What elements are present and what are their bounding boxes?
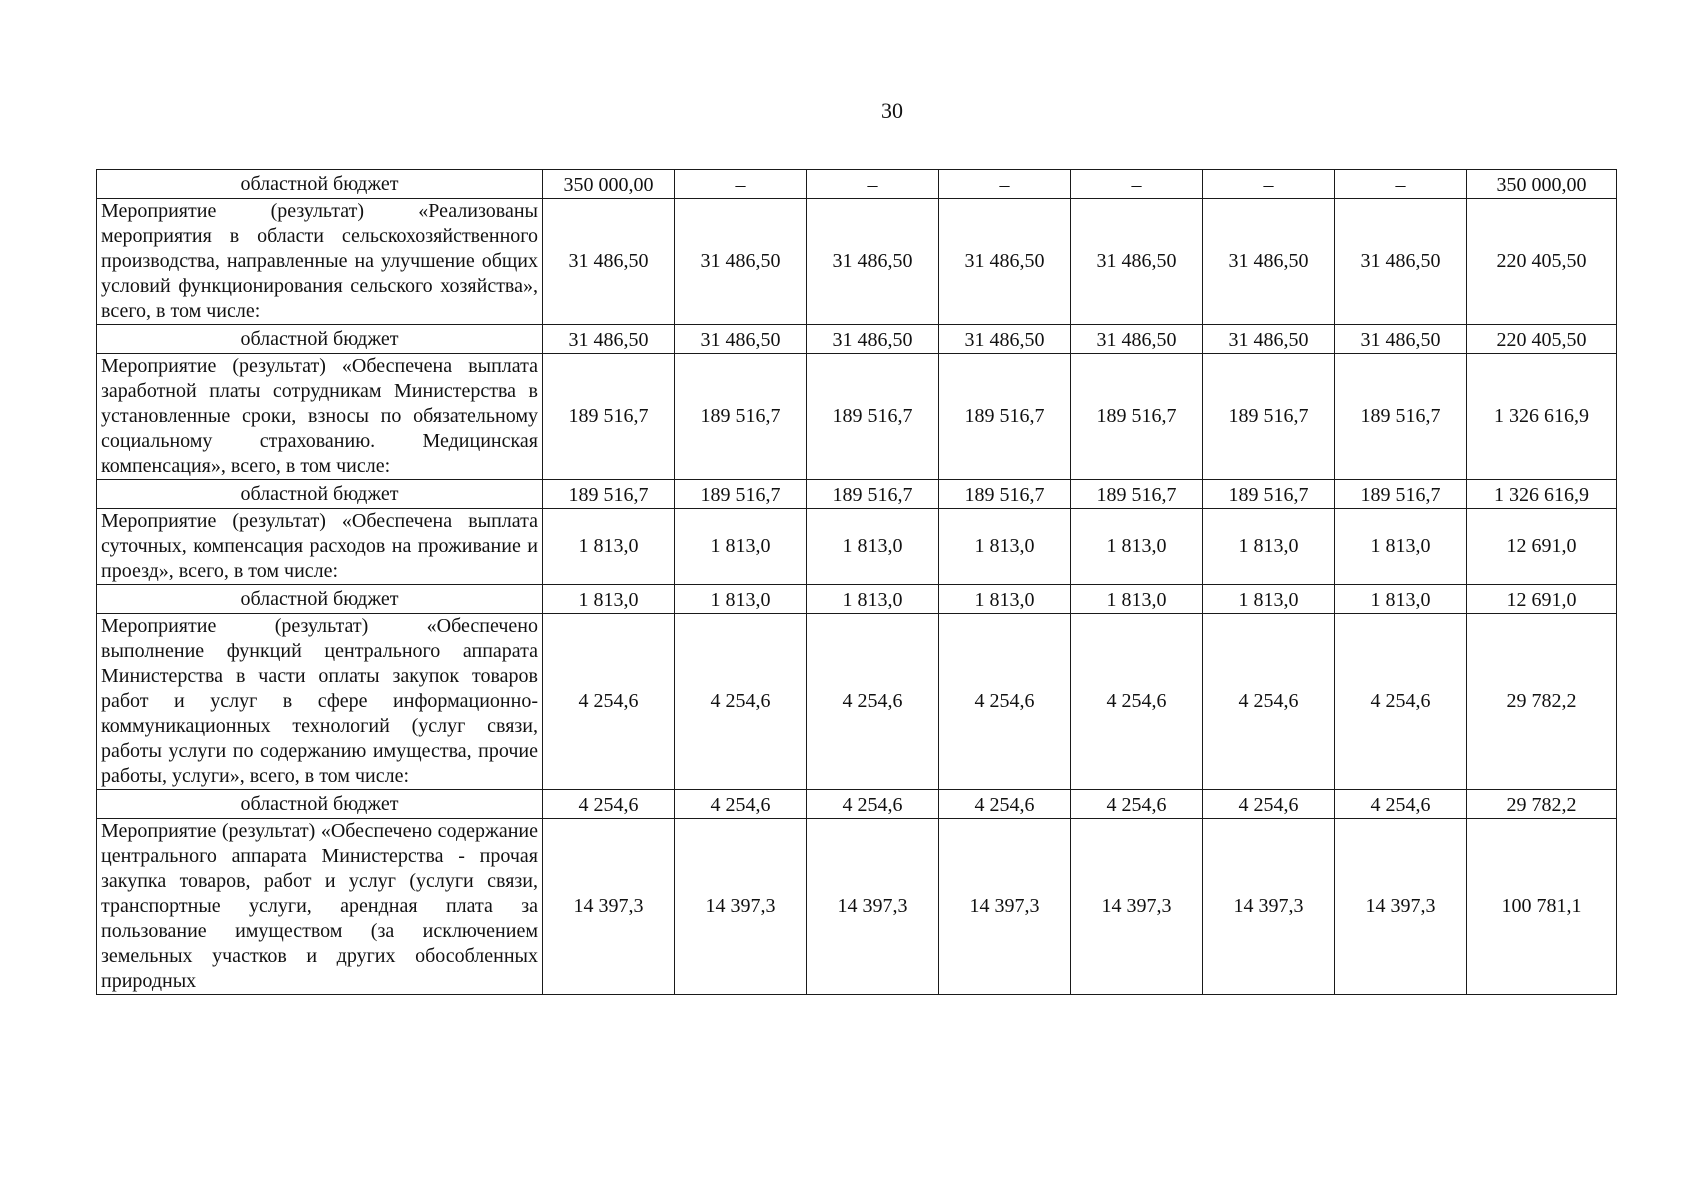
value-cell: 189 516,7 [1335,354,1467,480]
value-cell: 1 813,0 [1071,585,1203,614]
value-cell: 31 486,50 [1335,325,1467,354]
value-cell: 189 516,7 [1203,354,1335,480]
value-cell: 4 254,6 [1203,790,1335,819]
value-cell: 189 516,7 [1071,480,1203,509]
row-label: областной бюджет [97,585,543,614]
total-cell: 1 326 616,9 [1467,354,1617,480]
total-cell: 12 691,0 [1467,509,1617,585]
value-cell: 189 516,7 [543,354,675,480]
value-cell: – [1203,170,1335,199]
value-cell: 4 254,6 [939,614,1071,790]
table-row [97,480,1617,509]
page-number: 30 [881,98,903,123]
value-cell: 1 813,0 [1203,585,1335,614]
row-label: областной бюджет [97,480,543,509]
value-cell: 31 486,50 [1335,199,1467,325]
row-label: Мероприятие (результат) «Обеспечено содержание центрального аппарата Министерства - прочая закупка товаров, работ и услуг (услуги связи, транспортные услуги, арендная плата за пользование имуществом (за исключением земельных участков и других обособленных природных [97,819,543,995]
value-cell: 14 397,3 [543,819,675,995]
value-cell: 31 486,50 [807,199,939,325]
table-row [97,354,1617,480]
value-cell: 4 254,6 [675,614,807,790]
value-cell: 4 254,6 [543,614,675,790]
budget-table-body [97,170,1617,995]
value-cell: 1 813,0 [543,509,675,585]
value-cell: – [1335,170,1467,199]
value-cell: 14 397,3 [1335,819,1467,995]
value-cell: 4 254,6 [807,790,939,819]
total-cell: 29 782,2 [1467,790,1617,819]
value-cell: 4 254,6 [1203,614,1335,790]
total-cell: 220 405,50 [1467,325,1617,354]
value-cell: 31 486,50 [543,325,675,354]
table-row [97,819,1617,995]
value-cell: – [1071,170,1203,199]
value-cell: 14 397,3 [939,819,1071,995]
value-cell: 31 486,50 [1203,199,1335,325]
value-cell: 4 254,6 [543,790,675,819]
value-cell: 1 813,0 [939,509,1071,585]
value-cell: 1 813,0 [675,585,807,614]
value-cell: 31 486,50 [1203,325,1335,354]
row-label: областной бюджет [97,170,543,199]
value-cell: 189 516,7 [543,480,675,509]
value-cell: – [939,170,1071,199]
row-label: Мероприятие (результат) «Реализованы мероприятия в области сельскохозяйственного производства, направленные на улучшение общих условий функционирования сельского хозяйства», всего, в том числе: [97,199,543,325]
value-cell: 1 813,0 [675,509,807,585]
value-cell: 14 397,3 [1203,819,1335,995]
value-cell: 189 516,7 [1203,480,1335,509]
row-label: Мероприятие (результат) «Обеспечена выплата заработной платы сотрудникам Министерства в установленные сроки, взносы по обязательному социальному страхованию. Медицинская компенсация», всего, в том числе: [97,354,543,480]
row-label: областной бюджет [97,325,543,354]
value-cell: 14 397,3 [675,819,807,995]
value-cell: 4 254,6 [807,614,939,790]
value-cell: 189 516,7 [807,480,939,509]
value-cell: – [807,170,939,199]
value-cell: 1 813,0 [1335,585,1467,614]
value-cell: 4 254,6 [1335,790,1467,819]
table-row [97,790,1617,819]
value-cell: 1 813,0 [939,585,1071,614]
value-cell: 31 486,50 [1071,199,1203,325]
row-label: Мероприятие (результат) «Обеспечено выполнение функций центрального аппарата Министерства в части оплаты закупок товаров работ и услуг в сфере информационно-коммуникационных технологий (услуг связи, работы услуги по содержанию имущества, прочие работы, услуги», всего, в том числе: [97,614,543,790]
value-cell: 4 254,6 [1071,790,1203,819]
value-cell: 189 516,7 [939,480,1071,509]
value-cell: 189 516,7 [675,480,807,509]
total-cell: 100 781,1 [1467,819,1617,995]
value-cell: 31 486,50 [543,199,675,325]
value-cell: 1 813,0 [1203,509,1335,585]
total-cell: 12 691,0 [1467,585,1617,614]
value-cell: 350 000,00 [543,170,675,199]
value-cell: 4 254,6 [1071,614,1203,790]
value-cell: 14 397,3 [807,819,939,995]
value-cell: – [675,170,807,199]
value-cell: 1 813,0 [543,585,675,614]
row-label: Мероприятие (результат) «Обеспечена выплата суточных, компенсация расходов на проживание и проезд», всего, в том числе: [97,509,543,585]
table-row [97,614,1617,790]
table-row [97,585,1617,614]
value-cell: 4 254,6 [939,790,1071,819]
table-row [97,325,1617,354]
value-cell: 1 813,0 [807,509,939,585]
value-cell: 31 486,50 [939,325,1071,354]
row-label: областной бюджет [97,790,543,819]
value-cell: 189 516,7 [807,354,939,480]
value-cell: 14 397,3 [1071,819,1203,995]
total-cell: 1 326 616,9 [1467,480,1617,509]
table-row [97,199,1617,325]
value-cell: 31 486,50 [939,199,1071,325]
value-cell: 189 516,7 [675,354,807,480]
value-cell: 31 486,50 [675,199,807,325]
table-row [97,509,1617,585]
value-cell: 1 813,0 [807,585,939,614]
total-cell: 29 782,2 [1467,614,1617,790]
value-cell: 4 254,6 [1335,614,1467,790]
table-row [97,170,1617,199]
total-cell: 350 000,00 [1467,170,1617,199]
value-cell: 189 516,7 [939,354,1071,480]
budget-table [96,169,1617,995]
total-cell: 220 405,50 [1467,199,1617,325]
value-cell: 31 486,50 [807,325,939,354]
value-cell: 189 516,7 [1071,354,1203,480]
value-cell: 189 516,7 [1335,480,1467,509]
value-cell: 31 486,50 [1071,325,1203,354]
value-cell: 1 813,0 [1071,509,1203,585]
value-cell: 31 486,50 [675,325,807,354]
value-cell: 4 254,6 [675,790,807,819]
value-cell: 1 813,0 [1335,509,1467,585]
